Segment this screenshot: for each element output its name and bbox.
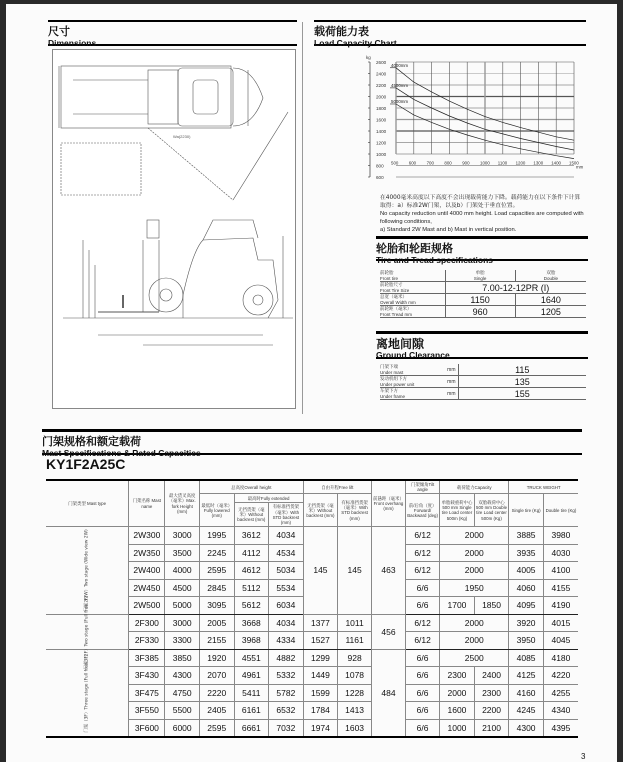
mast-name: 2W400 bbox=[129, 562, 165, 580]
ground-label-zh: 门架下端 bbox=[380, 365, 398, 370]
load-chart-title-en: Load Capacity Chart bbox=[314, 38, 397, 48]
extended-no-backrest: 5411 bbox=[234, 684, 269, 702]
weight-double: 4155 bbox=[543, 579, 578, 597]
weight-single: 3950 bbox=[509, 632, 544, 650]
tilt-angle: 6/6 bbox=[405, 667, 439, 685]
capacity-single: 1600 bbox=[440, 702, 475, 720]
tire-row-label-en: Front Tread mm bbox=[380, 312, 413, 317]
y-tick-label: 1800 bbox=[376, 105, 387, 111]
col-free-no-backrest: 无挡货架（毫米）Without backrest (mm) bbox=[303, 494, 338, 527]
extended-backrest: 5782 bbox=[269, 684, 304, 702]
y-tick-label: 2400 bbox=[376, 71, 387, 77]
weight-double: 4100 bbox=[543, 562, 578, 580]
tire-title-en: Tire and Tread specifications bbox=[376, 255, 493, 265]
weight-single: 4245 bbox=[509, 702, 544, 720]
free-lift-backrest: 1228 bbox=[338, 684, 372, 702]
extended-backrest: 7032 bbox=[269, 719, 304, 737]
free-lift-backrest: 1078 bbox=[338, 667, 372, 685]
extended-backrest: 4334 bbox=[269, 632, 304, 650]
tilt-angle: 6/6 bbox=[405, 579, 439, 597]
y-tick-label: 1400 bbox=[376, 128, 387, 134]
ground-title-en: Ground Clearance bbox=[376, 350, 450, 360]
max-fork-height: 4500 bbox=[165, 579, 200, 597]
fully-lowered: 3095 bbox=[199, 597, 234, 615]
fully-lowered: 1995 bbox=[199, 527, 234, 545]
model-number: KY1F2A25C bbox=[46, 456, 126, 472]
capacity-double: 2200 bbox=[474, 702, 509, 720]
chart-note-zh: 在4000毫米高度以下高度不会出现载荷能力下降。载荷能力在以下条件下计算取得：a）标准2W门架，以及b）门架处于垂直位置。 bbox=[380, 195, 581, 209]
capacity: 2000 bbox=[440, 527, 509, 545]
stage-label-text: 门架（3F）Three stage (Full free 3F) bbox=[84, 654, 90, 733]
mast-name: 2W350 bbox=[129, 544, 165, 562]
ground-title-zh: 离地间隙 bbox=[376, 337, 425, 351]
chart-note-en-1: No capacity reduction until 4000 mm height. Load capacities are computed with following conditions, bbox=[380, 211, 584, 225]
front-overhang: 463 bbox=[371, 527, 405, 615]
fully-lowered: 2845 bbox=[199, 579, 234, 597]
free-lift-backrest: 145 bbox=[338, 527, 372, 615]
tire-table bbox=[380, 270, 586, 318]
extended-no-backrest: 4612 bbox=[234, 562, 269, 580]
free-lift-backrest: 1603 bbox=[338, 719, 372, 737]
weight-double: 3980 bbox=[543, 527, 578, 545]
tilt-angle: 6/6 bbox=[405, 684, 439, 702]
mast-heading bbox=[42, 429, 582, 458]
mast-name: 2F300 bbox=[129, 614, 165, 632]
capacity-single: 1700 bbox=[440, 597, 475, 615]
mast-table-body bbox=[46, 527, 578, 737]
spec-page bbox=[6, 4, 617, 762]
tire-heading bbox=[376, 236, 588, 265]
column-divider bbox=[302, 22, 303, 414]
capacity-double: 2300 bbox=[474, 684, 509, 702]
tilt-angle: 6/12 bbox=[405, 632, 439, 650]
ground-value: 155 bbox=[458, 388, 586, 400]
tire-header-row bbox=[380, 270, 586, 282]
col-weight-double: Double tire (Kg) bbox=[543, 494, 578, 527]
tire-size-value: 7.00-12-12PR (I) bbox=[445, 282, 586, 294]
mast-name: 2W300 bbox=[129, 527, 165, 545]
tilt-angle: 6/12 bbox=[405, 562, 439, 580]
col-free-lift: 自由升程Free lift bbox=[303, 480, 371, 494]
stage-label-text: 门架（2F）Two stage (Full free 2F) bbox=[84, 595, 90, 670]
col-fully-lowered: 最低时（毫米）Fully lowered (mm) bbox=[199, 494, 234, 527]
weight-single: 4085 bbox=[509, 649, 544, 667]
capacity: 2000 bbox=[440, 632, 509, 650]
y-tick-label: 1600 bbox=[376, 117, 387, 123]
series-label: 4000mm bbox=[391, 62, 409, 68]
capacity-double: 2100 bbox=[474, 719, 509, 737]
weight-double: 4180 bbox=[543, 649, 578, 667]
weight-single: 4125 bbox=[509, 667, 544, 685]
mast-name: 3F550 bbox=[129, 702, 165, 720]
capacity: 2000 bbox=[440, 562, 509, 580]
tire-title-zh: 轮胎和轮距规格 bbox=[376, 242, 453, 255]
extended-backrest: 4882 bbox=[269, 649, 304, 667]
tilt-angle: 6/6 bbox=[405, 702, 439, 720]
page-number: 3 bbox=[581, 752, 586, 761]
extended-backrest: 5332 bbox=[269, 667, 304, 685]
fully-lowered: 2220 bbox=[199, 684, 234, 702]
ground-row bbox=[380, 388, 586, 400]
svg-text:Wa(2230): Wa(2230) bbox=[173, 134, 191, 139]
chart-note-en-2: a) Standard 2W Mast and b) Mast in vertical position. bbox=[380, 227, 517, 233]
col-capacity: 载荷能力Capacity bbox=[440, 480, 509, 494]
tire-single-zh: 单胎 bbox=[475, 271, 485, 276]
col-weight-single: Single tire (Kg) bbox=[509, 494, 544, 527]
front-overhang: 484 bbox=[371, 649, 405, 737]
free-lift-no-backrest: 1377 bbox=[303, 614, 338, 632]
weight-double: 4015 bbox=[543, 614, 578, 632]
mast-stage-label bbox=[46, 595, 129, 670]
col-tilt: 前/后角（度）Forward/ Backward (deg) bbox=[405, 494, 439, 527]
extended-no-backrest: 6661 bbox=[234, 719, 269, 737]
tilt-angle: 6/12 bbox=[405, 527, 439, 545]
col-ext-backrest: 有标准挡货架（毫米）With STD backrest (mm) bbox=[269, 503, 304, 527]
overall-width-single: 1150 bbox=[445, 294, 515, 306]
col-cap-single: 单胎载重荷中心500 mm Single tire Load center 500m (Kg) bbox=[440, 494, 475, 527]
tilt-angle: 6/6 bbox=[405, 719, 439, 737]
mast-name: 3F475 bbox=[129, 684, 165, 702]
weight-single: 3920 bbox=[509, 614, 544, 632]
ground-label-en: Under frame bbox=[380, 394, 406, 399]
free-lift-backrest: 1161 bbox=[338, 632, 372, 650]
y-tick-label: 1200 bbox=[376, 140, 387, 146]
extended-no-backrest: 3612 bbox=[234, 527, 269, 545]
free-lift-backrest: 1413 bbox=[338, 702, 372, 720]
extended-backrest: 5534 bbox=[269, 579, 304, 597]
extended-no-backrest: 5612 bbox=[234, 597, 269, 615]
col-truck-weight: TRUCK WEIGHT bbox=[509, 480, 578, 494]
mast-row bbox=[46, 614, 578, 632]
dimensions-heading bbox=[48, 20, 297, 46]
tilt-angle: 6/6 bbox=[405, 649, 439, 667]
ground-heading bbox=[376, 331, 588, 359]
series-label: 5000mm bbox=[391, 98, 409, 104]
ground-value: 115 bbox=[458, 364, 586, 376]
weight-single: 4060 bbox=[509, 579, 544, 597]
tilt-angle: 6/12 bbox=[405, 544, 439, 562]
weight-double: 4030 bbox=[543, 544, 578, 562]
y-tick-label: 2600 bbox=[376, 59, 387, 65]
ground-label-en: Under mast bbox=[380, 370, 404, 375]
ground-row bbox=[380, 376, 586, 388]
fully-lowered: 2070 bbox=[199, 667, 234, 685]
weight-double: 4190 bbox=[543, 597, 578, 615]
max-fork-height: 4750 bbox=[165, 684, 200, 702]
fully-lowered: 2595 bbox=[199, 562, 234, 580]
tilt-angle: 6/6 bbox=[405, 597, 439, 615]
max-fork-height: 3300 bbox=[165, 632, 200, 650]
fully-lowered: 2155 bbox=[199, 632, 234, 650]
ground-unit: mm bbox=[436, 376, 458, 388]
x-tick-label: 1400 bbox=[551, 160, 561, 166]
weight-single: 4095 bbox=[509, 597, 544, 615]
mast-row bbox=[46, 527, 578, 545]
col-fully-extended: 最高时Fully extended bbox=[234, 494, 303, 503]
ground-clearance-table bbox=[380, 364, 586, 400]
extended-backrest: 5034 bbox=[269, 562, 304, 580]
col-overhang: 前悬距（毫米）Front overhang (mm) bbox=[371, 480, 405, 527]
col-free-backrest: 有标准挡货架（毫米）With STD backrest (mm) bbox=[338, 494, 372, 527]
weight-single: 4300 bbox=[509, 719, 544, 737]
free-lift-no-backrest: 1974 bbox=[303, 719, 338, 737]
mast-name: 2F330 bbox=[129, 632, 165, 650]
stage-label-text: 门架（2W）Two stage (Wide view 2W) bbox=[84, 529, 90, 613]
max-fork-height: 5500 bbox=[165, 702, 200, 720]
free-lift-no-backrest: 1449 bbox=[303, 667, 338, 685]
x-tick-label: 1100 bbox=[497, 160, 508, 166]
y-tick-label: 2200 bbox=[376, 82, 387, 88]
extended-backrest: 4034 bbox=[269, 527, 304, 545]
dimensions-title-zh: 尺寸 bbox=[48, 25, 70, 38]
x-tick-label: 1300 bbox=[533, 160, 544, 166]
weight-single: 4160 bbox=[509, 684, 544, 702]
extended-no-backrest: 5112 bbox=[234, 579, 269, 597]
series-label: 4500mm bbox=[391, 82, 409, 88]
tire-header-label-en: Front tire bbox=[380, 276, 399, 281]
tire-row-label-en: Overall Width mm bbox=[380, 300, 416, 305]
side-view-drawing bbox=[63, 220, 293, 345]
extended-no-backrest: 6161 bbox=[234, 702, 269, 720]
load-chart-heading bbox=[314, 20, 586, 46]
max-fork-height: 4000 bbox=[165, 562, 200, 580]
extended-no-backrest: 4112 bbox=[234, 544, 269, 562]
col-overall-height: 总高度Overall height bbox=[199, 480, 303, 494]
weight-double: 4340 bbox=[543, 702, 578, 720]
y-tick-label: 800 bbox=[376, 163, 384, 169]
tire-row-label-en: Front Tire Size bbox=[380, 288, 410, 293]
ground-label-zh: 发动机组下方 bbox=[380, 377, 407, 382]
x-tick-label: 800 bbox=[444, 160, 452, 166]
load-chart-title-zh: 载荷能力表 bbox=[314, 25, 369, 38]
col-mast-name: 门架名称 Mast name bbox=[129, 480, 165, 527]
tire-row bbox=[380, 282, 586, 294]
fully-lowered: 2405 bbox=[199, 702, 234, 720]
col-max-fork: 最大货叉高度（毫米）Max. fork Height (mm) bbox=[165, 480, 200, 527]
extended-backrest: 4034 bbox=[269, 614, 304, 632]
tire-double-zh: 双胎 bbox=[546, 271, 556, 276]
free-lift-no-backrest: 1527 bbox=[303, 632, 338, 650]
capacity: 1950 bbox=[440, 579, 509, 597]
dimensions-drawing bbox=[52, 49, 296, 409]
dimensions-title-en: Dimensions bbox=[48, 38, 97, 48]
fully-lowered: 2595 bbox=[199, 719, 234, 737]
mast-name: 2W500 bbox=[129, 597, 165, 615]
extended-backrest: 6034 bbox=[269, 597, 304, 615]
weight-double: 4395 bbox=[543, 719, 578, 737]
load-capacity-chart bbox=[364, 52, 584, 200]
load-capacity-chart-svg bbox=[364, 52, 584, 200]
free-lift-no-backrest: 145 bbox=[303, 527, 338, 615]
mast-spec-table bbox=[46, 479, 578, 738]
extended-no-backrest: 3668 bbox=[234, 614, 269, 632]
capacity: 2000 bbox=[440, 544, 509, 562]
free-lift-no-backrest: 1784 bbox=[303, 702, 338, 720]
fully-lowered: 2245 bbox=[199, 544, 234, 562]
tire-row bbox=[380, 294, 586, 306]
mast-stage-label bbox=[46, 649, 129, 737]
capacity-double: 2400 bbox=[474, 667, 509, 685]
ground-row bbox=[380, 364, 586, 376]
tire-row-label-zh: 前轮胎尺寸 bbox=[380, 283, 403, 288]
fully-lowered: 2005 bbox=[199, 614, 234, 632]
free-lift-no-backrest: 1299 bbox=[303, 649, 338, 667]
col-ext-no-backrest: 无挡货架（毫米）Without backrest (mm) bbox=[234, 503, 269, 527]
forklift-drawing bbox=[53, 50, 295, 408]
y-tick-label: 600 bbox=[376, 174, 384, 180]
x-tick-label: 900 bbox=[462, 160, 470, 166]
max-fork-height: 3500 bbox=[165, 544, 200, 562]
tire-double-en: Double bbox=[543, 276, 558, 281]
top-view-drawing bbox=[59, 66, 288, 200]
extended-no-backrest: 4551 bbox=[234, 649, 269, 667]
ground-unit: mm bbox=[436, 364, 458, 376]
front-tread-single: 960 bbox=[445, 306, 515, 318]
x-axis-label: mm bbox=[576, 164, 584, 170]
max-fork-height: 3000 bbox=[165, 614, 200, 632]
fully-lowered: 1920 bbox=[199, 649, 234, 667]
capacity-double: 1850 bbox=[474, 597, 509, 615]
capacity-single: 2300 bbox=[440, 667, 475, 685]
tire-header-label-zh: 前轮胎 bbox=[380, 271, 394, 276]
max-fork-height: 3850 bbox=[165, 649, 200, 667]
weight-single: 4005 bbox=[509, 562, 544, 580]
extended-backrest: 4534 bbox=[269, 544, 304, 562]
tilt-angle: 6/12 bbox=[405, 614, 439, 632]
free-lift-backrest: 928 bbox=[338, 649, 372, 667]
x-tick-label: 1000 bbox=[480, 160, 490, 166]
max-fork-height: 4300 bbox=[165, 667, 200, 685]
mast-title-zh: 门架规格和额定载荷 bbox=[42, 435, 141, 448]
weight-double: 4045 bbox=[543, 632, 578, 650]
ground-label-en: Under power unit bbox=[380, 382, 415, 387]
tire-single-en: Single bbox=[473, 276, 487, 281]
x-tick-label: 500 bbox=[391, 160, 399, 166]
weight-double: 4220 bbox=[543, 667, 578, 685]
overall-width-double: 1640 bbox=[515, 294, 586, 306]
y-tick-label: 1000 bbox=[376, 151, 387, 157]
extended-no-backrest: 3968 bbox=[234, 632, 269, 650]
x-tick-label: 700 bbox=[426, 160, 434, 166]
chart-note bbox=[380, 194, 586, 234]
x-tick-label: 1500 bbox=[569, 160, 579, 166]
tire-row bbox=[380, 306, 586, 318]
max-fork-height: 5000 bbox=[165, 597, 200, 615]
weight-single: 3935 bbox=[509, 544, 544, 562]
weight-single: 3885 bbox=[509, 527, 544, 545]
x-tick-label: 600 bbox=[408, 160, 417, 166]
capacity-single: 2000 bbox=[440, 684, 475, 702]
tire-row-label-zh: 总宽（毫米） bbox=[380, 295, 407, 300]
ground-label-zh: 车架下方 bbox=[380, 389, 398, 394]
x-tick-label: 1200 bbox=[515, 160, 526, 166]
col-mast-type: 门架类型 Mast type bbox=[46, 480, 129, 527]
mast-row bbox=[46, 649, 578, 667]
free-lift-backrest: 1011 bbox=[338, 614, 372, 632]
front-tread-double: 1205 bbox=[515, 306, 586, 318]
ground-unit: mm bbox=[436, 388, 458, 400]
max-fork-height: 6000 bbox=[165, 719, 200, 737]
mast-name: 3F600 bbox=[129, 719, 165, 737]
mast-name: 3F385 bbox=[129, 649, 165, 667]
capacity-single: 1000 bbox=[440, 719, 475, 737]
col-tilt-group: 门架倾角Tilt angle bbox=[405, 480, 439, 494]
capacity: 2500 bbox=[440, 649, 509, 667]
max-fork-height: 3000 bbox=[165, 527, 200, 545]
extended-backrest: 6532 bbox=[269, 702, 304, 720]
capacity: 2000 bbox=[440, 614, 509, 632]
front-overhang: 456 bbox=[371, 614, 405, 649]
extended-no-backrest: 4961 bbox=[234, 667, 269, 685]
mast-title-en: Mast Specifications & Rated Capacities bbox=[42, 448, 201, 458]
free-lift-no-backrest: 1599 bbox=[303, 684, 338, 702]
y-tick-label: 2000 bbox=[376, 94, 387, 100]
col-cap-double: 双胎载荷中心500 mm Double tire Load center 500m (Kg) bbox=[474, 494, 509, 527]
ground-value: 135 bbox=[458, 376, 586, 388]
mast-name: 2W450 bbox=[129, 579, 165, 597]
y-axis-label: kg bbox=[366, 55, 371, 60]
mast-name: 3F430 bbox=[129, 667, 165, 685]
tire-row-label-zh: 前轮距（毫米） bbox=[380, 307, 412, 312]
weight-double: 4255 bbox=[543, 684, 578, 702]
